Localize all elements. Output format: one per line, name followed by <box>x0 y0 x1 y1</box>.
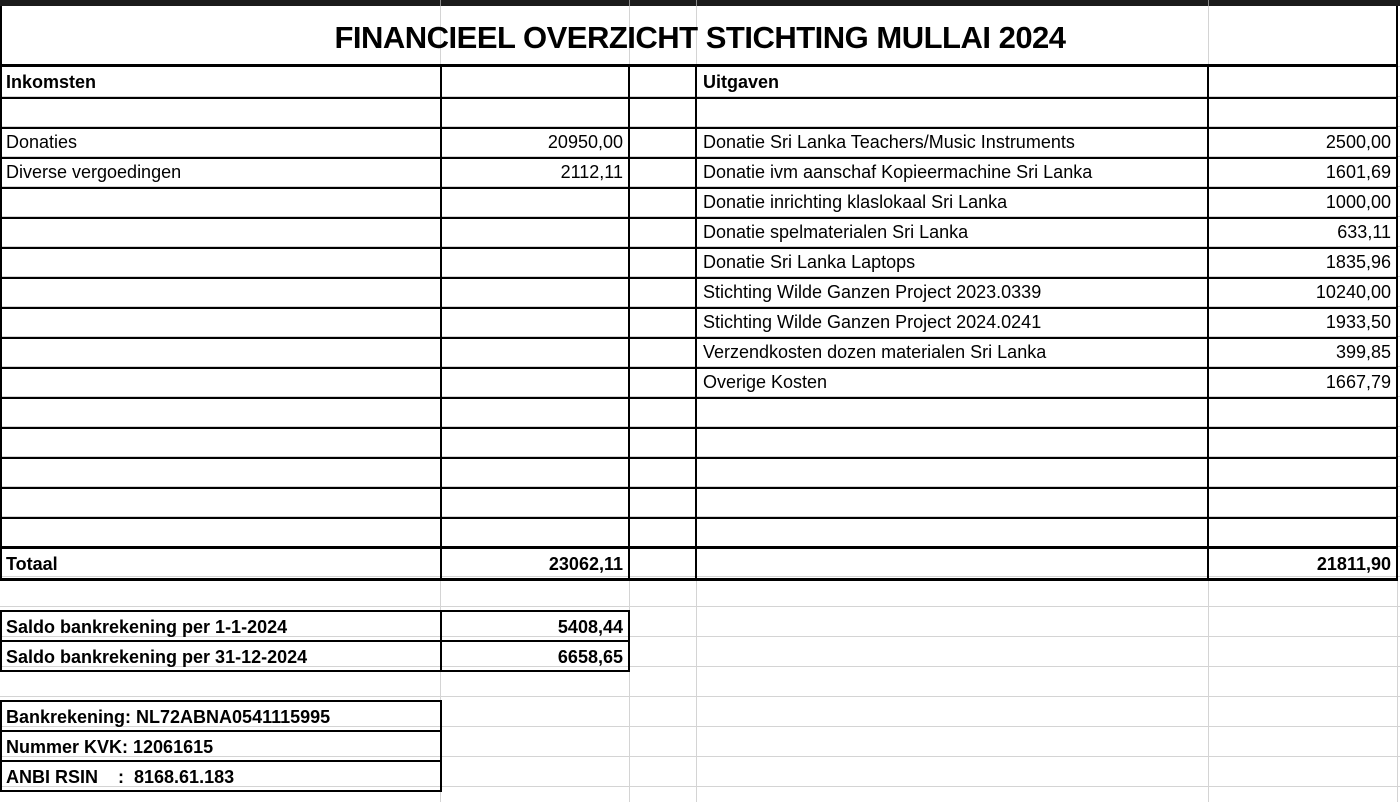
cell-border <box>628 66 630 580</box>
expense-row-label[interactable]: Donatie Sri Lanka Teachers/Music Instruments <box>703 132 1075 152</box>
cell-border <box>0 487 1398 489</box>
income-row-value[interactable]: 20950,00 <box>547 132 623 152</box>
cell-border <box>0 307 1398 309</box>
column-divider <box>1208 0 1209 6</box>
cell-border <box>0 127 1398 129</box>
sheet-title[interactable]: FINANCIEEL OVERZICHT STICHTING MULLAI 2024 <box>334 20 1066 55</box>
expense-row-label[interactable]: Verzendkosten dozen materialen Sri Lanka <box>703 342 1047 362</box>
cell-border <box>628 610 630 672</box>
cell-border <box>440 66 442 580</box>
column-divider <box>440 0 441 6</box>
bank-account-info[interactable]: Bankrekening: NL72ABNA0541115995 <box>6 707 331 727</box>
cell-border <box>0 700 2 792</box>
expense-row-value[interactable]: 1933,50 <box>1325 312 1391 332</box>
cell-border <box>0 367 1398 369</box>
cell-border <box>0 790 442 792</box>
cell-border <box>0 610 2 672</box>
balance-start-value[interactable]: 5408,44 <box>557 617 623 637</box>
cell-border <box>0 517 1398 519</box>
cell-border <box>440 610 442 672</box>
cell-border <box>0 457 1398 459</box>
balance-start-label[interactable]: Saldo bankrekening per 1-1-2024 <box>6 617 288 637</box>
balance-end-value[interactable]: 6658,65 <box>557 647 623 667</box>
total-expenses-value[interactable]: 21811,90 <box>1316 554 1391 574</box>
cell-border <box>0 277 1398 279</box>
cell-border <box>1396 66 1398 580</box>
expense-row-label[interactable]: Stichting Wilde Ganzen Project 2024.0241 <box>703 312 1042 332</box>
cell-border <box>695 66 697 580</box>
expense-row-value[interactable]: 1601,69 <box>1325 162 1391 182</box>
expense-row-value[interactable]: 10240,00 <box>1315 282 1391 302</box>
gridline-horizontal <box>0 696 1400 697</box>
cell-border <box>0 427 1398 429</box>
cell-border <box>0 247 1398 249</box>
income-row-label[interactable]: Diverse vergoedingen <box>6 162 182 182</box>
cell-border <box>1207 66 1209 580</box>
income-header[interactable]: Inkomsten <box>6 72 97 92</box>
column-header-bar <box>0 0 1400 6</box>
income-row-label[interactable]: Donaties <box>6 132 78 152</box>
cell-border <box>0 730 442 732</box>
total-income-value[interactable]: 23062,11 <box>548 554 623 574</box>
cell-border <box>0 397 1398 399</box>
expense-row-label[interactable]: Donatie Sri Lanka Laptops <box>703 252 916 272</box>
anbi-rsin-info[interactable]: ANBI RSIN : 8168.61.183 <box>6 767 235 787</box>
expense-row-label[interactable]: Donatie inrichting klaslokaal Sri Lanka <box>703 192 1008 212</box>
cell-border <box>0 578 1398 581</box>
cell-border <box>0 640 630 642</box>
column-divider <box>629 0 630 6</box>
balance-end-label[interactable]: Saldo bankrekening per 31-12-2024 <box>6 647 308 667</box>
cell-border <box>0 337 1398 339</box>
expenses-header[interactable]: Uitgaven <box>703 72 780 92</box>
cell-border <box>0 670 630 672</box>
cell-border <box>0 157 1398 159</box>
cell-border <box>0 66 2 580</box>
expense-row-label[interactable]: Stichting Wilde Ganzen Project 2023.0339 <box>703 282 1042 302</box>
kvk-number-info[interactable]: Nummer KVK: 12061615 <box>6 737 214 757</box>
cell-border <box>0 610 630 612</box>
income-row-value[interactable]: 2112,11 <box>560 162 623 182</box>
cell-border <box>1396 6 1398 66</box>
column-divider <box>696 0 697 6</box>
expense-row-value[interactable]: 1000,00 <box>1325 192 1391 212</box>
expense-row-value[interactable]: 399,85 <box>1335 342 1391 362</box>
expense-row-value[interactable]: 2500,00 <box>1325 132 1391 152</box>
cell-border <box>0 217 1398 219</box>
cell-border <box>0 187 1398 189</box>
cell-border <box>0 97 1398 99</box>
cell-border <box>0 546 1398 549</box>
expense-row-value[interactable]: 1835,96 <box>1325 252 1391 272</box>
expense-row-value[interactable]: 633,11 <box>1337 222 1391 242</box>
cell-border <box>0 6 2 66</box>
expense-row-label[interactable]: Overige Kosten <box>703 372 828 392</box>
expense-row-label[interactable]: Donatie ivm aanschaf Kopieermachine Sri Lanka <box>703 162 1093 182</box>
gridline-horizontal <box>0 606 1400 607</box>
total-label[interactable]: Totaal <box>6 554 58 574</box>
expense-row-label[interactable]: Donatie spelmaterialen Sri Lanka <box>703 222 969 242</box>
cell-border <box>0 760 442 762</box>
cell-border <box>0 700 442 702</box>
cell-border <box>440 700 442 792</box>
cell-border <box>0 64 1398 67</box>
expense-row-value[interactable]: 1667,79 <box>1325 372 1391 392</box>
